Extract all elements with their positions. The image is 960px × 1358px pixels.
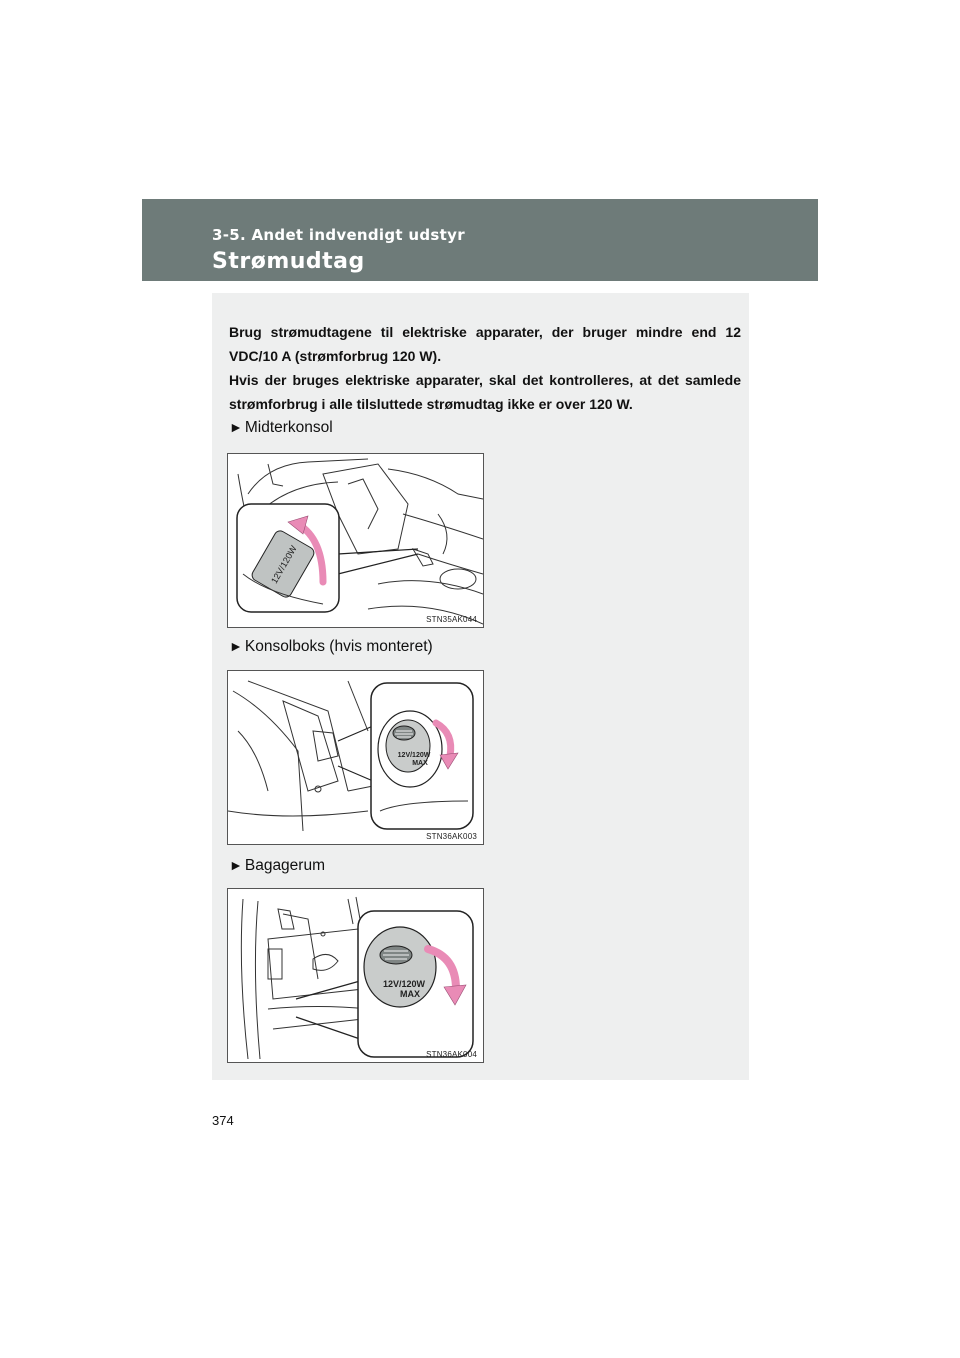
subhead-midterkonsol: ► Midterkonsol <box>229 419 333 436</box>
cap-label-bottom: MAX <box>400 989 420 999</box>
intro-paragraph: Hvis der bruges elektriske apparater, skal det kontrolleres, at det samlede strømforbrug i alle tilsluttede strømudtag ikke er over 120 W. <box>229 372 741 412</box>
figure-luggage-compartment <box>227 888 484 1063</box>
cap-label-top: 12V/120W <box>397 752 431 759</box>
cap-label-bottom: MAX <box>412 760 428 767</box>
figure-code: STN36AK003 <box>426 832 477 841</box>
cap-label-top: 12V/120W <box>382 979 426 989</box>
page-number: 374 <box>212 1113 234 1128</box>
figure-console-box <box>227 670 484 845</box>
subhead-konsolboks: ► Konsolboks (hvis monteret) <box>229 638 433 655</box>
triangle-bullet-icon: ► <box>229 638 243 654</box>
center-console-illustration <box>228 454 484 628</box>
figure-code: STN35AK044 <box>426 615 477 624</box>
figure-code: STN36AK004 <box>426 1050 477 1059</box>
section-label: 3-5. Andet indvendigt udstyr <box>212 226 465 244</box>
triangle-bullet-icon: ► <box>229 857 243 873</box>
intro-text <box>229 320 741 416</box>
cap-label: 12V/120W <box>269 543 299 586</box>
subhead-bagagerum: ► Bagagerum <box>229 857 325 874</box>
luggage-compartment-illustration <box>228 889 484 1063</box>
triangle-bullet-icon: ► <box>229 419 243 435</box>
figure-center-console <box>227 453 484 628</box>
console-box-illustration <box>228 671 484 845</box>
intro-paragraph: Brug strømudtagene til elektriske apparater, der bruger mindre end 12 VDC/10 A (strømforbrug 120 W). <box>229 324 741 364</box>
page-title: Strømudtag <box>212 249 365 274</box>
